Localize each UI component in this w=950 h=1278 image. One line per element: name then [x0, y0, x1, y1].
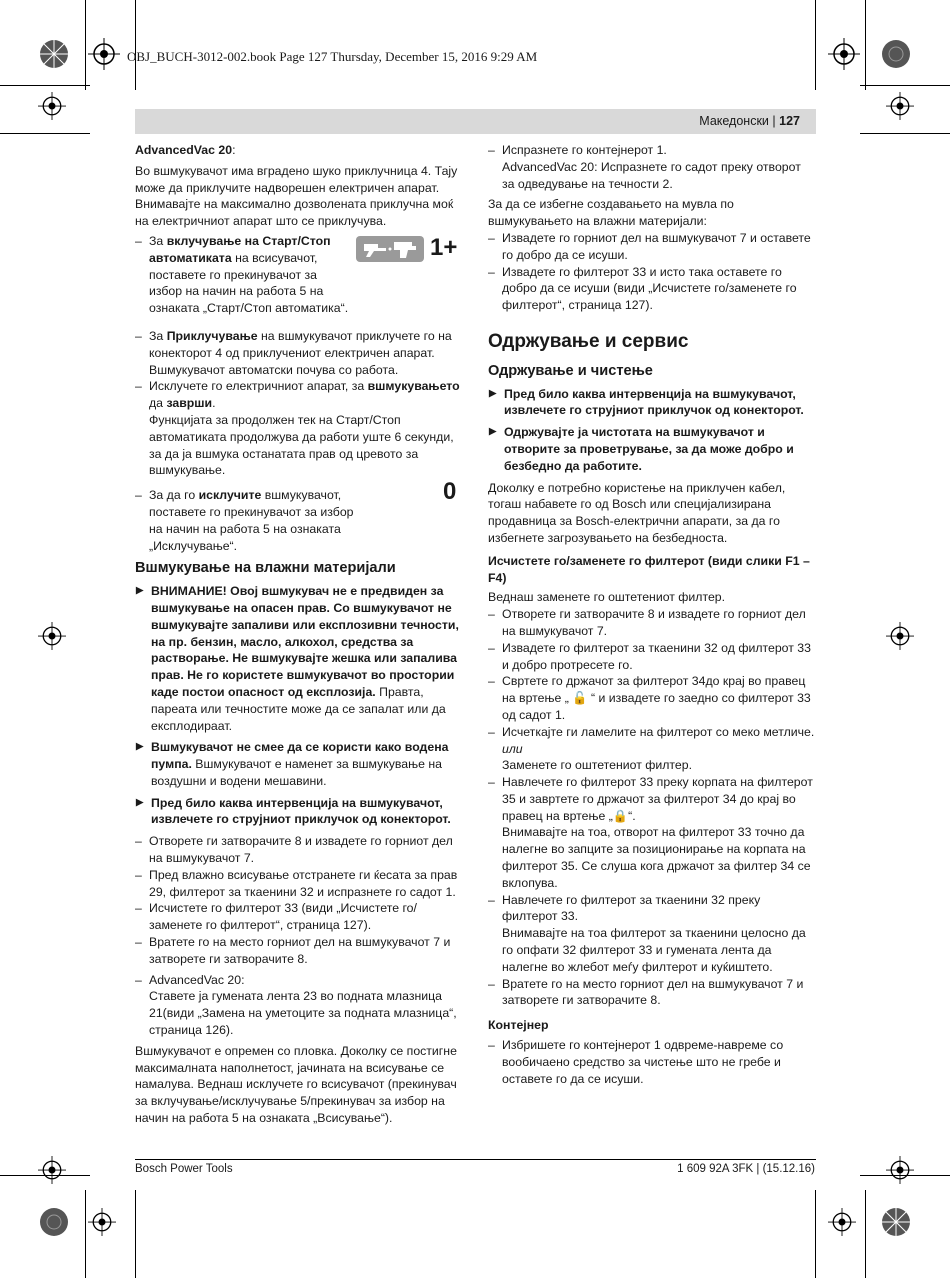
crop-mark	[85, 1190, 86, 1278]
crop-mark	[135, 0, 136, 90]
registration-mark-icon	[38, 1156, 66, 1184]
list-item: – Навлечете го филтерот за ткаенини 32 преку филтерот 33. Внимавајте на тоа филтерот за ткаенини целосно да го опфати 32 филтерот 33 и гумената лента да налегне во жлебот меѓу филтерот и куќиштето.	[488, 892, 815, 976]
list-item: – Извадете го филтерот за ткаенини 32 од филтерот 33 и добро протресете го.	[488, 640, 815, 674]
adv-heading: AdvancedVac 20:	[135, 143, 236, 157]
cable-paragraph: Доколку е потребно користење на приклучен кабел, тогаш набавете го од Bosch или специјализирана продавница за Bosch-електрични апарати, за да го избегнете загрозувањето на безбедноста.	[488, 480, 786, 545]
registration-mark-icon	[38, 92, 66, 120]
list-item: – Навлечете го филтерот 33 преку корпата на филтерот 35 и завртете го држачот за филтерот 34 до крај во правец на вртење „🔒“. Внимавајте на тоа, отворот на филтерот 33 точно да налегне во запците за позиционирање на корпата на филтерот 35. Се слуша кога држачот за филтер 34 се вклопува.	[488, 774, 815, 892]
header-language: Македонски	[699, 114, 769, 128]
warning-item: ▶ Пред било каква интервенција на вшмукувачот, извлечете го струјниот приклучок од конекторот.	[135, 795, 461, 829]
subsection-title-cleaning: Одржување и чистење	[488, 362, 653, 379]
subsection-title-container: Контејнер	[488, 1018, 549, 1033]
crop-mark	[85, 0, 86, 90]
list-item: – Отворете ги затворачите 8 и извадете го горниот дел на вшмукувачот 7.	[488, 606, 815, 640]
symbol-on: 1+	[430, 234, 458, 261]
list-item: – Исчистете го филтерот 33 (види „Исчистете го/заменете го филтерот“, страница 127).	[135, 900, 461, 934]
list-item: – Вратете го на место горниот дел на вшмукувачот 7 и затворете ги затворачите 8.	[135, 934, 461, 968]
filter-intro: Веднаш заменете го оштетениот филтер.	[488, 590, 726, 605]
page-number: 127	[779, 114, 800, 128]
registration-mark-icon	[886, 622, 914, 650]
warning-item: ▶ ВНИМАНИЕ! Овој вшмукувач не е предвиден за вшмукување на опасен прав. Со вшмукувачот не вшмукувајте запаливи или експлозивни течности, на пр. бензин, масло, алкохол, средства за растворање. Не вшмукувајте жешка или запалива прав. Не го користете вшмукувачот во простории каде постои опасност од експлозија. Правта, пареата или течностите може да се запалат или да експлодираат.	[135, 583, 461, 734]
crop-mark	[815, 1190, 816, 1278]
list-item: – За Приклучување на вшмукувачот приклучете го на конекторот 4 од приклучениот електричен апарат. Вшмукувачот автоматски почува со работа.	[135, 328, 461, 378]
warning-item: ▶ Вшмукувачот не смее да се користи како водена пумпа. Вшмукувачот е наменет за вшмукување на воздушни и водени мешавини.	[135, 739, 461, 789]
registration-mark-icon	[880, 1206, 912, 1238]
registration-mark-icon	[38, 1206, 70, 1238]
crop-mark	[135, 1190, 136, 1278]
float-paragraph: Вшмукувачот е опремен со пловка. Доколку се постигне максималната наполнетост, јачината на всисување се намалува. Веднаш исклучете го всисувачот (прекинувач за вклучување/исклучување 5/прекинувач за избор на начин на работа 5 на ознаката „Всисување“).	[135, 1043, 457, 1126]
crop-mark	[860, 85, 950, 86]
warning-item: ▶ Пред било каква интервенција на вшмукувачот, извлечете го струјниот приклучок од конекторот.	[488, 386, 815, 420]
list-item: – Отворете ги затворачите 8 и извадете го горниот дел на вшмукувачот 7.	[135, 833, 461, 867]
footer-brand: Bosch Power Tools	[135, 1163, 233, 1175]
registration-mark-icon	[886, 92, 914, 120]
list-item: – Пред влажно всисување отстранете ги ќесата за прав 29, филтерот за ткаенини 32 и испразнете го садот 1.	[135, 867, 461, 901]
crop-mark	[865, 1190, 866, 1278]
list-item: – Извадете го филтерот 33 и исто така оставете го добро да се исуши (види „Исчистете го/заменете го филтерот“, страница 127).	[488, 264, 815, 314]
print-info: OBJ_BUCH-3012-002.book Page 127 Thursday, December 15, 2016 9:29 AM	[127, 49, 538, 64]
registration-mark-icon	[88, 1208, 116, 1236]
list-item: – Избришете го контејнерот 1 одвреме-навреме со вообичаено средство за чистење што не гребе и оставете го да се исуши.	[488, 1037, 815, 1087]
registration-mark-icon	[880, 38, 912, 70]
header-separator: |	[772, 114, 776, 128]
list-item: – За вклучување на Старт/Стоп автоматиката на всисувачот, поставете го прекинувачот за избор на начин на работа 5 на ознаката „Старт/Стоп автоматика“.	[135, 233, 349, 317]
warning-item: ▶ Одржувајте ја чистотата на вшмукувачот и отворите за проветрување, за да може добро и безбедно да работите.	[488, 424, 815, 474]
registration-mark-icon	[38, 622, 66, 650]
list-item: – Исчеткајте ги ламелите на филтерот со меко метличе. или Заменете го оштетениот филтер.	[488, 724, 815, 774]
crop-mark	[0, 133, 90, 134]
section-title-maintenance: Одржување и сервис	[488, 330, 689, 352]
page-header	[135, 109, 816, 134]
crop-mark	[865, 0, 866, 90]
footer-code: 1 609 92A 3FK | (15.12.16)	[677, 1163, 815, 1175]
section-title-wet: Вшмукување на влажни материјали	[135, 560, 396, 577]
list-item: – Свртете го држачот за филтерот 34до крај во правец на вртење „ 🔓 “ и извадете го заедно со филтерот 33 од садот 1.	[488, 673, 815, 723]
socket-paragraph: Во вшмукувачот има вградено шуко приклучница 4. Тају може да приклучите надворешен електричен апарат. Внимавајте на максимално дозволената приклучна моќ на електричниот апарат што се приклучува.	[135, 163, 458, 229]
subsection-title-filter: Исчистете го/заменете го филтерот (види слики F1 – F4)	[488, 553, 810, 585]
mould-paragraph: За да се избегне создавањето на мувла по вшмукувањето на влажни материјали:	[488, 197, 734, 229]
list-item: – За да го исклучите вшмукувачот, поставете го прекинувачот за избор на начин на работа 5 на ознаката „Исклучување“.	[135, 487, 369, 554]
registration-mark-icon	[38, 38, 70, 70]
list-item: – AdvancedVac 20: Ставете ја гумената лента 23 во подната млазница 21(види „Замена на уметоците за подната млазница“, страница 126).	[135, 972, 461, 1039]
list-item: – Извадете го горниот дел на вшмукувачот 7 и оставете го добро да се исуши.	[488, 230, 815, 264]
list-item: – Вратете го на место горниот дел на вшмукувачот 7 и затворете ги затворачите 8.	[488, 976, 815, 1010]
crop-mark	[815, 0, 816, 90]
footer-rule	[135, 1159, 816, 1160]
list-item: – Исклучете го електричниот апарат, за вшмукувањето да заврши. Функцијата за продолжен тек на Старт/Стоп автоматиката продолжува да работи уште 6 секунди, за да ја вшмука останатата прав од цревото за вшмукување.	[135, 378, 461, 479]
right-column	[488, 142, 815, 1087]
registration-mark-icon	[886, 1156, 914, 1184]
registration-mark-icon	[828, 38, 860, 70]
left-column	[135, 142, 461, 1131]
switch-position-icon	[356, 236, 424, 262]
registration-mark-icon	[88, 38, 120, 70]
crop-mark	[0, 85, 90, 86]
symbol-off: 0	[443, 478, 457, 505]
list-item: – Испразнете го контејнерот 1. AdvancedVac 20: Испразнете го садот преку отворот за одведување на течности 2.	[488, 142, 815, 192]
registration-mark-icon	[828, 1208, 856, 1236]
crop-mark	[860, 133, 950, 134]
